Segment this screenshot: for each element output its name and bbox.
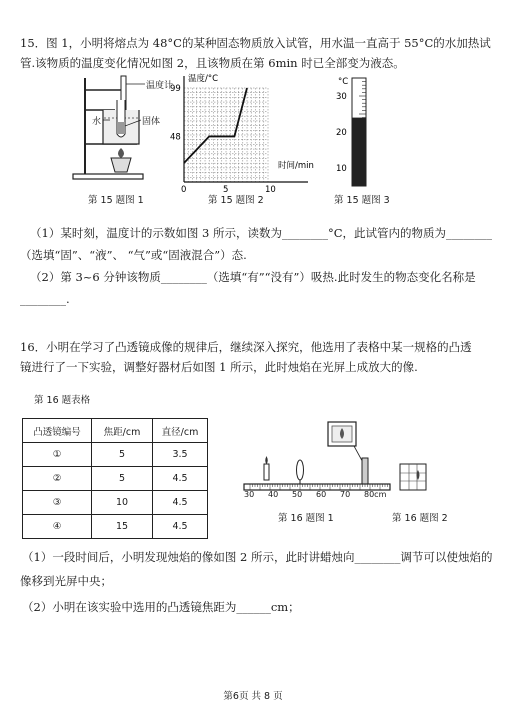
q16-line1: 16．小明在学习了凸透镜成像的规律后，继续深入探究，他选用了表格中某一规格的凸透 [20, 340, 472, 354]
table-row [23, 491, 208, 515]
page-footer: 第6页 共 8 页 [223, 691, 283, 702]
q15-sub1-line2: （选填“固”、“液”、 “气”或“固液混合”）态. [20, 248, 247, 262]
bench-scale-labels [242, 490, 392, 502]
q16-line2: 镜进行了一下实验，调整好器材后如图 1 所示，此时烛焰在光屏上成放大的像. [20, 360, 418, 374]
q15-fig3-thermometer [332, 72, 382, 190]
q16-fig2-screen [398, 462, 430, 492]
table-cell: 15 [92, 515, 153, 539]
label-solid: 固体 [142, 117, 161, 127]
table-cell: 4.5 [153, 515, 208, 539]
table-header-cell: 焦距/cm [92, 419, 153, 443]
q15-fig3-caption: 第 15 题图 3 [334, 195, 390, 206]
table-cell: 4.5 [153, 467, 208, 491]
x-tick-label: 0 [181, 185, 187, 192]
q15-sub2-line1: （2）第 3~6 分钟该物质________（选填“有”“没有”）吸热.此时发生的物态变化名称是 [30, 270, 476, 284]
table-header-row [23, 419, 208, 443]
table-cell: ④ [23, 515, 92, 539]
lens-table [22, 418, 208, 539]
label-thermometer: 温度计 [146, 81, 174, 91]
table-header-cell: 凸透镜编号 [23, 419, 92, 443]
q16-sub1-line1: （1）一段时间后，小明发现烛焰的像如图 2 所示，此时讲蜡烛向________调节可以使烛焰的 [22, 550, 493, 564]
optical-bench-figure [242, 418, 392, 500]
chart-xlabel: 时间/min [278, 161, 314, 171]
q16-sub1-line2: 像移到光屏中央； [20, 574, 112, 588]
table-cell: 5 [92, 467, 153, 491]
q16-fig1-caption: 第 16 题图 1 [278, 513, 334, 524]
thermometer-column [352, 118, 366, 186]
table-cell: 4.5 [153, 491, 208, 515]
bench-scale-label: 80cm [364, 490, 387, 499]
table-header-cell: 直径/cm [153, 419, 208, 443]
bench-scale-label: 40 [268, 490, 279, 499]
table-row [23, 515, 208, 539]
chart-ylabel: 温度/°C [188, 74, 219, 84]
y-tick-label: 48 [170, 132, 181, 143]
x-tick-label: 10 [265, 185, 276, 192]
label-water: 水 [92, 117, 102, 127]
table-row [23, 443, 208, 467]
table-cell: ① [23, 443, 92, 467]
chart-grid [184, 88, 268, 182]
q15-fig2-chart [168, 72, 328, 192]
x-tick-label: 5 [223, 185, 229, 192]
bench-scale-label: 30 [244, 490, 255, 499]
q16-fig2-caption: 第 16 题图 2 [392, 513, 448, 524]
thermometer-tick-label: 20 [336, 128, 347, 138]
bench-scale-label: 60 [316, 490, 327, 499]
q15-line1: 15．图 1，小明将熔点为 48°C的某种固态物质放入试管，用水温一直高于 55°C的水加热试 [20, 36, 491, 50]
y-tick-label: 99 [170, 84, 181, 94]
thermometer-tick-label: 30 [336, 92, 347, 102]
q15-sub1-line1: （1）某时刻，温度计的示数如图 3 所示，读数为________°C，此试管内的物质为________ [30, 226, 492, 240]
q15-fig1-caption: 第 15 题图 1 [88, 195, 144, 206]
table-cell: ③ [23, 491, 92, 515]
bench-scale-label: 70 [340, 490, 351, 499]
table-row [23, 467, 208, 491]
bench-scale-label: 50 [292, 490, 303, 499]
q15-sub2-line2: ________. [20, 292, 70, 306]
q16-table-title: 第 16 题表格 [34, 395, 91, 406]
table-cell: 5 [92, 443, 153, 467]
table-cell: ② [23, 467, 92, 491]
q15-fig2-caption: 第 15 题图 2 [208, 195, 264, 206]
q15-line2: 管.该物质的温度变化情况如图 2，且该物质在第 6min 时已全部变为液态。 [20, 56, 405, 70]
table-cell: 3.5 [153, 443, 208, 467]
thermometer-unit: °C [338, 77, 349, 87]
q16-sub2: （2）小明在该实验中选用的凸透镜焦距为______cm； [22, 600, 300, 614]
thermometer-tick-label: 10 [336, 164, 347, 174]
table-cell: 10 [92, 491, 153, 515]
